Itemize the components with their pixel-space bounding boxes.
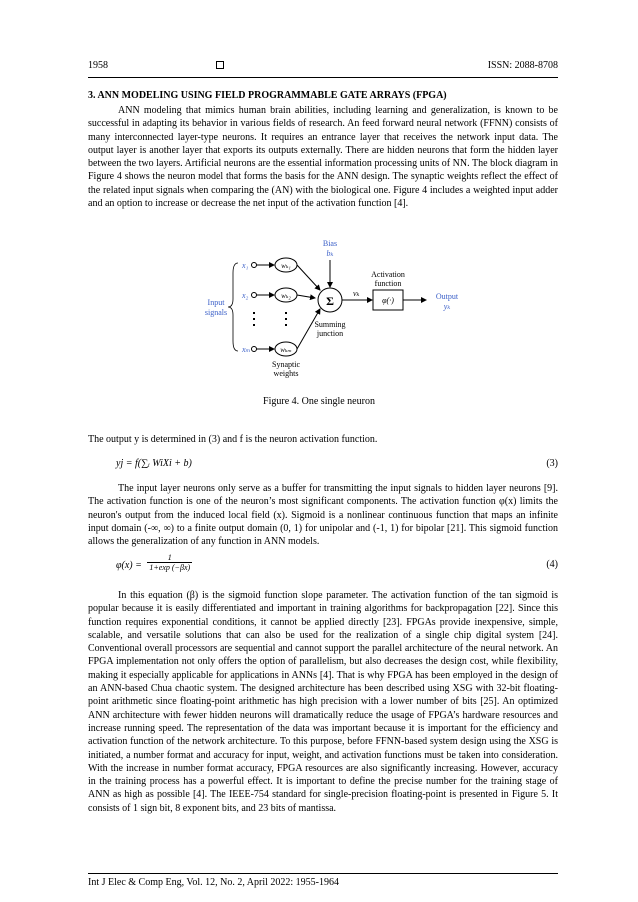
header-rule	[88, 77, 558, 78]
sum-symbol: Σ	[326, 294, 334, 308]
synaptic-label-2: weights	[273, 369, 299, 378]
neuron-diagram	[190, 235, 470, 380]
output-label: Output	[435, 292, 459, 301]
paragraph-output: The output y is determined in (3) and f is the neuron activation function.	[88, 434, 378, 445]
equation-4	[116, 553, 192, 572]
equation-4-denominator: 1+exp (−βx)	[149, 563, 191, 572]
paragraph-fpga: In this equation (β) is the sigmoid function slope parameter. The activation function of the tan sigmoid is popular because it is easily differentiated and important in training algorithms for backpropagation [22]. Since this function requires exponential conditions, it cannot be applied directly [23]. FPGAs provide inexpensive, simple, scalable, and versatile solutions that can also be used for the realization of a single chip digital system [24]. Conventional overall processors are sequential and cannot support the parallel architecture of the neural network. An FPGA implementation not only offers the option of parallelism, but also decreases the design cost, while flexibility, making it especially applicable for applications in ANNs [4]. That is why FPGA has been employed in the design of an ANN-based Chua chaotic system. The designed architecture has been described using XSG with 32-bit floating-point arithmetic since floating-point arithmetic has high precision with a lower number of bits [25]. An optimized ANN architecture with fewer hidden neurons will dramatically reduce the usage of FPGA’s hardware resources and increase running speed. The representation of the data was important because it is important for the efficiency and activation function of the network architecture. To this purpose, before FFNN-based system design using the XSG is initiated, a number format and accuracy for input, weight, and activation functions must be taken into consideration. With the increase in number format accuracy, FPGA resources are also significantly increasing. However, accuracy in the training process has a powerful effect. It is important to define the precise number for the training stage of ANN as high as possible [4]. The IEEE-754 standard for single-precision floating-point is presented in Figure 5. It consists of 1 sign bit, 8 exponent bits, and 23 bits of mantissa.	[88, 590, 558, 814]
page-header	[88, 60, 558, 74]
activation-label-2: function	[374, 279, 402, 288]
bias-symbol: bₖ	[326, 249, 334, 258]
equation-4-number: (4)	[546, 559, 558, 570]
input-xm: xₘ	[242, 345, 251, 354]
section-heading: 3. ANN MODELING USING FIELD PROGRAMMABLE GATE ARRAYS (FPGA)	[88, 90, 447, 101]
summing-label-2: junction	[316, 329, 344, 338]
vk-label: vₖ	[353, 289, 360, 298]
input-x2: x₂	[242, 291, 249, 300]
summing-label-1: Summing	[314, 320, 346, 329]
input-signals-label-1: Input	[207, 298, 225, 307]
equation-4-numerator: 1	[147, 553, 192, 563]
weight-wm: wₖₘ	[280, 346, 292, 354]
figure-caption: Figure 4. One single neuron	[263, 396, 375, 407]
paragraph-activation: The input layer neurons only serve as a buffer for transmitting the input signals to hidden layer neurons [9]. The activation function is one of the neuron’s most significant components. The activation function φ(x) limits the neuron's output from the induced local field (x). Sigmoid is a nonlinear continuous function that maps an infinite input domain (-∞, ∞) to a finite output domain (0, 1) for unipolar and (-1, 1) for bipolar [21]. This sigmoid function allows the generalization of any function in ANN models.	[88, 483, 558, 548]
activation-label-1: Activation	[371, 270, 405, 279]
output-symbol: yₖ	[443, 302, 451, 311]
bias-label: Bias	[322, 239, 338, 248]
input-x1: x₁	[242, 261, 249, 270]
page-number: 1958	[88, 60, 108, 71]
weight-w1: wₖ₁	[281, 262, 291, 270]
paragraph-intro: ANN modeling that mimics human brain abilities, including learning and generalization, is known to be successful in adapting its behavior in various fields of research. An feed forward neural network (FFNN) consists of many interconnected layer-type neurons. It requires an entrance layer that receives the network input data. The output layer is another layer that exports its outputs externally. There are hidden neurons that form the hidden layer between the two layers. Artificial neurons are the essential information processing units of NN. The block diagram in Figure 4 shows the neuron model that forms the basis for the ANN design. The synaptic weights reflect the effect of the related input signals when comparing the (AN) with the biological one. Figure 4 includes a weighted input adder and an option to increase or decrease the net input of the activation function [4].	[88, 105, 558, 210]
footer-rule	[88, 873, 558, 874]
input-brace	[228, 263, 238, 351]
equation-3: yj = f(∑ᵢ WiXi + b)	[116, 458, 192, 469]
input-signals-label-2: signals	[204, 308, 228, 317]
weight-w2: wₖ₂	[281, 292, 291, 300]
ellipsis-dots	[253, 312, 287, 326]
footer-citation: Int J Elec & Comp Eng, Vol. 12, No. 2, April 2022: 1955-1964	[88, 877, 340, 888]
issn: ISSN: 2088-8708	[487, 60, 558, 71]
square-icon	[216, 61, 224, 69]
phi-symbol: φ(·)	[382, 296, 394, 305]
synaptic-label-1: Synaptic	[272, 360, 300, 369]
equation-4-lhs: φ(x) =	[116, 560, 142, 571]
equation-3-number: (3)	[546, 458, 558, 469]
